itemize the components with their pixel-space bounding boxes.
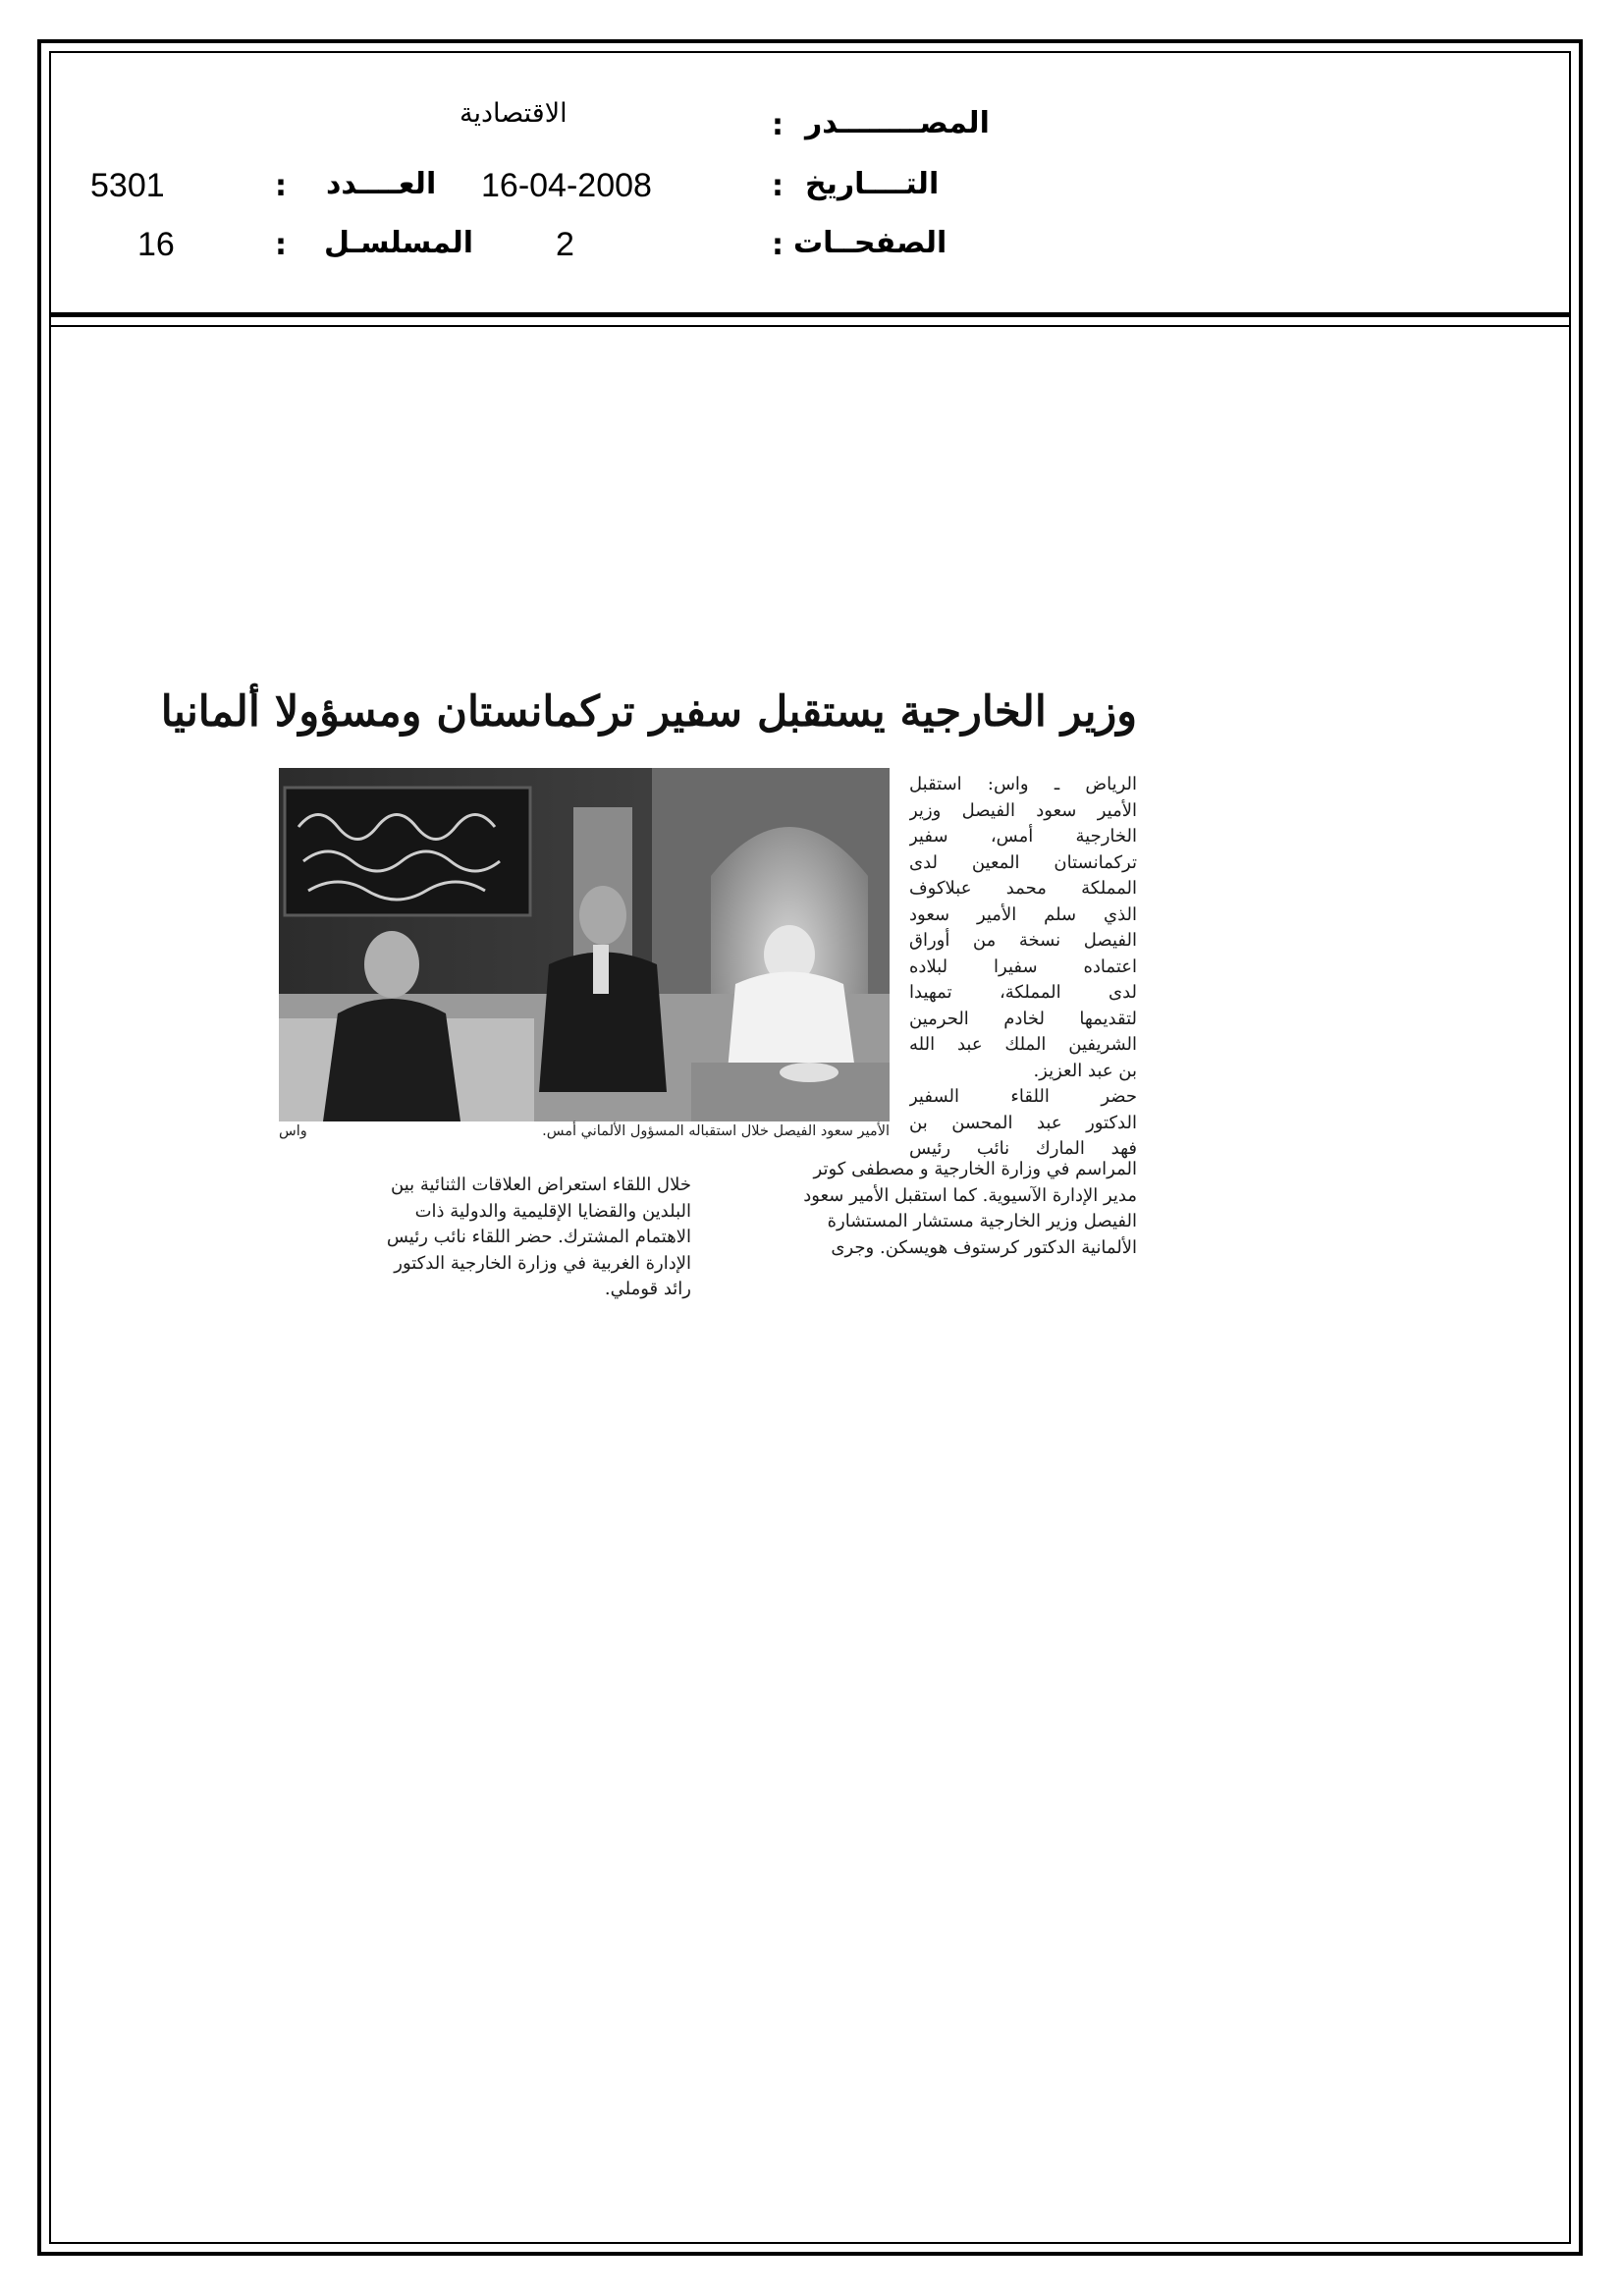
text-line: المراسم في وزارة الخارجية و مصطفى كوتر (813, 1159, 1137, 1179)
issue-label: العــــدد (326, 167, 437, 201)
text-line: لدى المملكة، تمهيدا (909, 982, 1137, 1003)
text-line: البلدين والقضايا الإقليمية والدولية ذات (414, 1200, 691, 1222)
text-line: تركمانستان المعين لدى (909, 851, 1137, 873)
issue-value: 5301 (90, 167, 165, 204)
photo-caption: الأمير سعود الفيصل خلال استقباله المسؤول الألماني أمس. (542, 1123, 890, 1139)
pages-value: 2 (556, 226, 574, 263)
text-line: المملكة محمد عبلاكوف (909, 878, 1137, 899)
article-photo (279, 768, 890, 1121)
text-line: الأمير سعود الفيصل وزير (909, 799, 1137, 821)
date-label: التــــاريخ (805, 167, 940, 201)
text-line: الدكتور عبد المحسن بن (909, 1112, 1137, 1133)
date-value: 16-04-2008 (481, 167, 652, 204)
photo-illustration (279, 768, 890, 1121)
text-line: مدير الإدارة الآسيوية. كما استقبل الأمير سعود (803, 1184, 1137, 1206)
text-line: الفيصل وزير الخارجية مستشار المستشارة (827, 1211, 1137, 1231)
serial-value: 16 (137, 226, 175, 263)
text-line: الاهتمام المشترك. حضر اللقاء نائب رئيس (386, 1227, 691, 1247)
article-column-middle (720, 1157, 1137, 1261)
article-headline: وزير الخارجية يستقبل سفير تركمانستان ومسؤولا ألمانيا (160, 687, 1137, 737)
issue-colon: : (275, 169, 287, 203)
text-line: الرياض ـ واس: استقبل (909, 774, 1137, 794)
text-line: الإدارة الغربية في وزارة الخارجية الدكتور (394, 1252, 691, 1274)
header-divider (49, 312, 1571, 317)
text-line: الذي سلم الأمير سعود (909, 903, 1137, 925)
article-column-right (909, 772, 1137, 1163)
text-line: الألمانية الدكتور كرستوف هويسكن. وجرى (831, 1236, 1137, 1258)
text-line: بن عبد العزيز. (1033, 1060, 1137, 1081)
text-line: الشريفين الملك عبد الله (909, 1034, 1137, 1055)
article-clipping (160, 676, 1149, 1343)
text-line: اعتماده سفيرا لبلاده (909, 956, 1137, 977)
serial-colon: : (275, 228, 287, 262)
serial-label: المسلسـل (324, 226, 473, 260)
article-column-left (279, 1173, 691, 1303)
text-line: خلال اللقاء استعراض العلاقات الثنائية بين (391, 1175, 691, 1195)
date-colon: : (772, 169, 784, 203)
text-line: لتقديمها لخادم الحرمين (909, 1008, 1137, 1029)
pages-label: الصفحــات (793, 226, 947, 260)
text-line: فهد المارك نائب رئيس (909, 1138, 1137, 1159)
source-colon: : (772, 108, 784, 142)
text-line: رائد قوملي. (604, 1279, 691, 1299)
text-line: حضر اللقاء السفير (909, 1086, 1137, 1107)
text-line: الفيصل نسخة من أوراق (909, 930, 1137, 951)
source-label: المصــــــــدر (805, 106, 990, 140)
source-value: الاقتصادية (460, 98, 568, 129)
pages-colon: : (772, 228, 784, 262)
text-line: الخارجية أمس، سفير (909, 826, 1137, 847)
photo-credit: واس (279, 1123, 307, 1139)
header-divider-thin (49, 325, 1571, 327)
